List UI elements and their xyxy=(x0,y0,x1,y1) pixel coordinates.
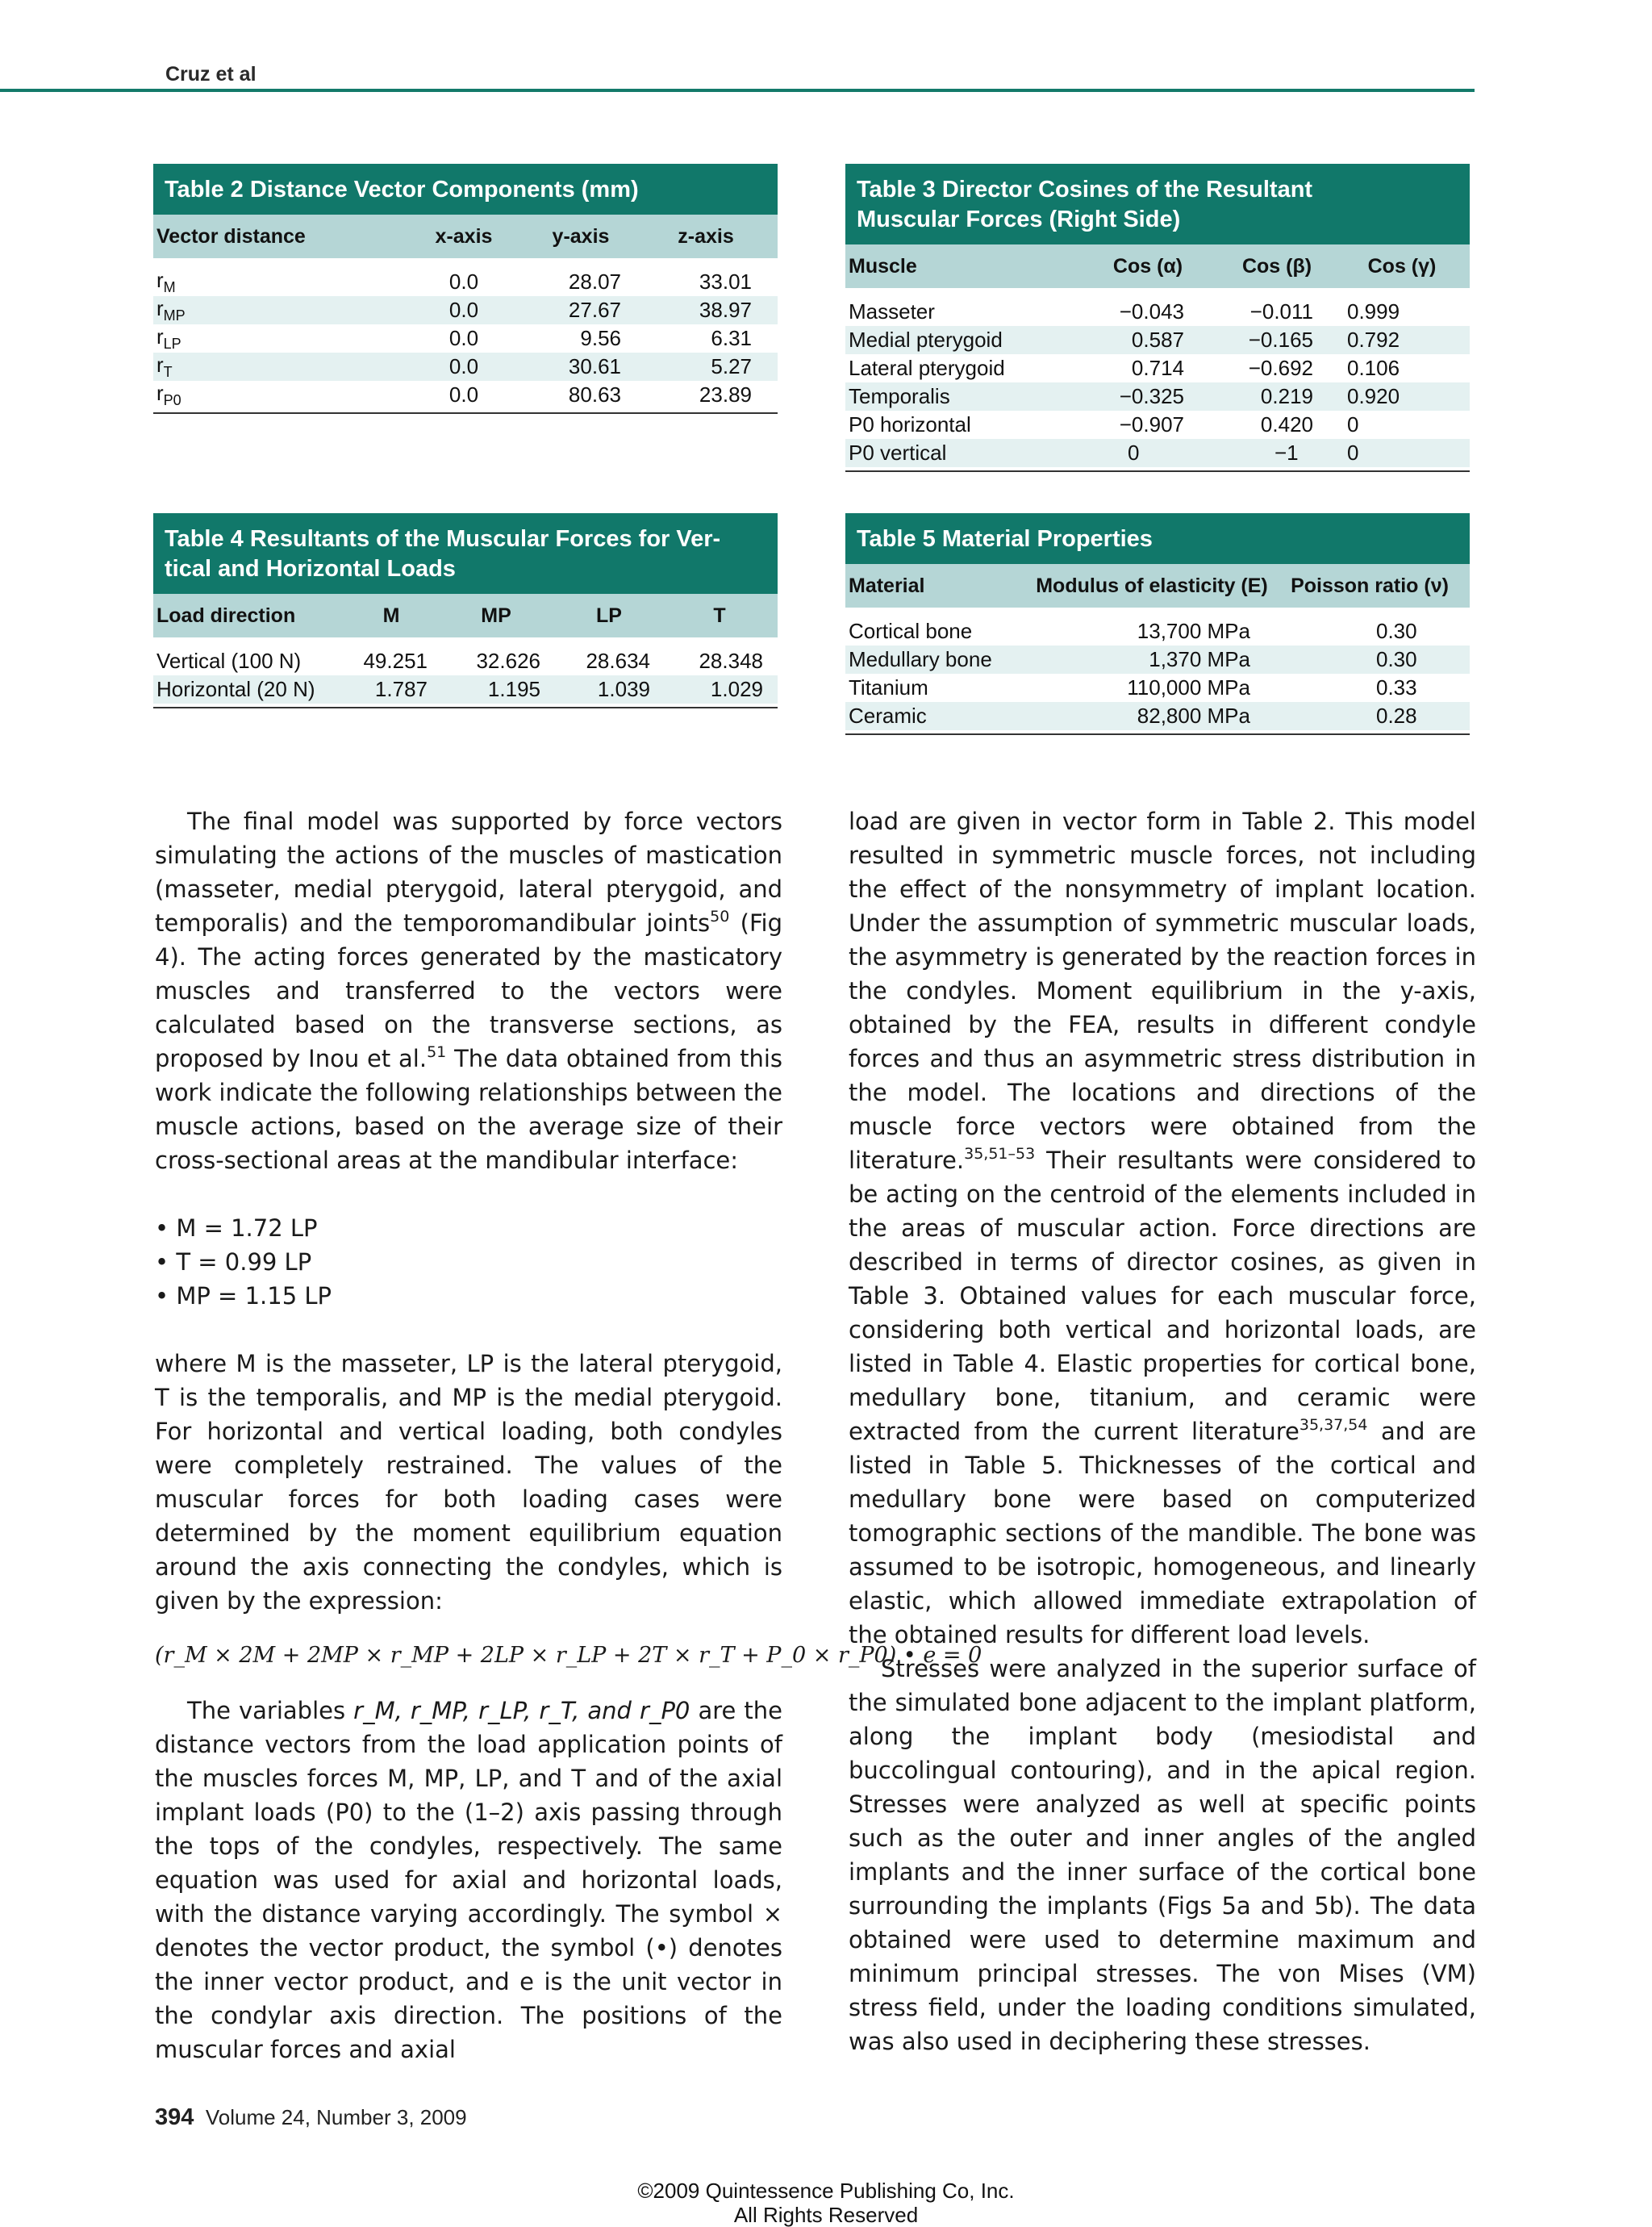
left-paragraph-1 xyxy=(155,804,782,1177)
table-3-cell-muscle: Masseter xyxy=(849,299,935,324)
table-2-cell-label xyxy=(153,324,411,353)
table-2-cell-y: 28.07 xyxy=(568,269,621,294)
table-2-cell-label xyxy=(153,353,411,381)
table-3-cell-gamma: 0.999 xyxy=(1347,299,1400,324)
list-item: • M = 1.72 LP xyxy=(155,1214,318,1242)
table-5-col-modulus: Modulus of elasticity (E) xyxy=(1036,574,1268,597)
vector-subscript: P0 xyxy=(163,392,181,408)
header-rule xyxy=(0,89,1475,92)
table-4-cell-load: Horizontal (20 N) xyxy=(156,677,315,701)
vector-subscript: MP xyxy=(163,307,186,324)
table-4-cell-lp: 28.634 xyxy=(586,649,650,673)
table-2-cell-x: 0.0 xyxy=(448,382,479,407)
table-3-cell-muscle: Medial pterygoid xyxy=(849,328,1003,352)
table-5-cell-modulus: 13,700 MPa xyxy=(1137,619,1250,643)
table-5-cell-material: Ceramic xyxy=(849,704,927,728)
text-run: are the distance vectors from the load application points of the muscles forces M, MP, LP, and T and of the axial implant loads (P0) to the (1–2) axis passing through the tops of the condyles, respectively. The same equation was used for axial and horizontal loads, with the distance varying accordingly. The symbol × denotes the vector product, the symbol (•) denotes the inner vector product, and e is the unit vector in the condylar axis direction. The positions of the muscular forces and axial xyxy=(155,1697,782,2063)
table-3-cell-muscle: Lateral pterygoid xyxy=(849,356,1005,380)
moment-equation: (r_M × 2M + 2MP × r_MP + 2LP × r_LP + 2T × r_T + P_0 × r_P0) • e = 0 xyxy=(155,1643,982,1668)
table-5-cell-modulus: 82,800 MPa xyxy=(1137,704,1250,728)
table-4-cell-t: 28.348 xyxy=(699,649,763,673)
table-3-col-muscle: Muscle xyxy=(849,254,917,278)
table-3-title-line-2: Muscular Forces (Right Side) xyxy=(857,207,1181,232)
table-row xyxy=(153,353,778,381)
vector-symbol: r xyxy=(156,268,164,292)
table-5-cell-modulus: 1,370 MPa xyxy=(1149,647,1250,671)
left-paragraph-3 xyxy=(155,1694,782,2066)
table-5-cell-poisson: 0.28 xyxy=(1376,704,1417,728)
folio xyxy=(155,2104,467,2131)
table-row xyxy=(153,381,778,409)
table-3-col-cos-alpha: Cos (α) xyxy=(1112,254,1183,278)
table-4-title-line-1: Table 4 Resultants of the Muscular Forces for Ver- xyxy=(165,526,721,552)
table-4-col-load: Load direction xyxy=(156,604,296,627)
table-3-cell-alpha: −0.907 xyxy=(1119,412,1184,437)
copyright xyxy=(0,2179,1652,2227)
table-5-cell-poisson: 0.30 xyxy=(1376,647,1417,671)
table-3-body xyxy=(845,288,1470,472)
table-3-col-cos-gamma: Cos (γ) xyxy=(1367,254,1437,278)
table-3-cell-gamma: 0 xyxy=(1347,412,1359,437)
table-4-cell-m: 1.787 xyxy=(374,677,428,701)
table-row xyxy=(845,674,1470,702)
page-number: 394 xyxy=(155,2104,194,2130)
right-paragraph-2: Stresses were analyzed in the superior surface of the simulated bone adjacent to the implant platform, along the implant body (mesiodistal and buccolingual contouring), and in the apical region. Stresses were analyzed as well at specific points such as the outer and inner angles of the angled implants and the inner surface of the cortical bone surrounding the implants (Figs 5a and 5b). The data obtained were used to determine maximum and minimum principal stresses. The von Mises (VM) stress field, under the loading conditions simulated, was also used in deciphering these stresses. xyxy=(849,1655,1476,2055)
table-3-cell-beta: −1 xyxy=(1274,441,1299,465)
table-3-cell-beta: 0.420 xyxy=(1260,412,1313,437)
table-3-cell-gamma: 0.792 xyxy=(1347,328,1400,352)
table-3-cell-muscle: Temporalis xyxy=(849,384,950,408)
table-2-cell-z: 5.27 xyxy=(711,354,752,378)
table-4-col-lp: LP xyxy=(596,604,622,627)
table-5-cell-poisson: 0.30 xyxy=(1376,619,1417,643)
table-2-cell-label xyxy=(153,268,411,296)
table-2-col-x: x-axis xyxy=(435,224,493,248)
table-2-body xyxy=(153,258,778,414)
table-2-cell-z: 33.01 xyxy=(699,269,752,294)
table-3-header xyxy=(845,244,1470,288)
table-2-col-vector: Vector distance xyxy=(156,224,306,248)
citation: 51 xyxy=(427,1043,447,1061)
table-2-cell-x: 0.0 xyxy=(448,354,479,378)
table-3-cell-muscle: P0 vertical xyxy=(849,441,947,465)
table-3-cell-alpha: 0.714 xyxy=(1131,356,1184,380)
right-paragraph-1 xyxy=(849,804,1476,1652)
table-2 xyxy=(153,164,778,414)
table-2-cell-z: 23.89 xyxy=(699,382,752,407)
table-2-col-z: z-axis xyxy=(678,224,734,248)
list-item: • T = 0.99 LP xyxy=(155,1248,312,1276)
left-paragraph-2: where M is the masseter, LP is the lateral pterygoid, T is the temporalis, and MP is the medial pterygoid. For horizontal and vertical loading, both condyles were completely restrained. The values of the muscular forces for both loading cases were determined by the moment equilibrium equation around the axis connecting the condyles, which is given by the expression: xyxy=(155,1350,782,1615)
table-3-cell-beta: −0.011 xyxy=(1249,299,1313,324)
text-run: Their resultants were considered to be acting on the centroid of the elements included in the areas of muscular action. Force directions are described in terms of director cosines, as given in Table 3. Obtained values for each muscular force, considering both vertical and horizontal loads, are listed in Table 4. Elastic properties for cortical bone, medullary bone, titanium, and ceramic were extracted from the current literature xyxy=(849,1147,1476,1445)
citation: 35,51–53 xyxy=(964,1145,1036,1163)
ratio-list xyxy=(155,1211,782,1313)
table-5-title: Table 5 Material Properties xyxy=(845,513,1470,564)
table-row xyxy=(845,617,1470,646)
text-run: and are listed in Table 5. Thicknesses of the cortical and medullary bone were based on computerized tomographic sections of the mandible. The bone was assumed to be isotropic, homogeneous, and linearly elastic, which allowed immediate extrapolation of the obtained results for different load levels. xyxy=(849,1418,1476,1648)
table-row xyxy=(153,675,778,704)
table-4-cell-load: Vertical (100 N) xyxy=(156,649,302,673)
variable-list: r_M, r_MP, r_LP, r_T, and r_P0 xyxy=(353,1697,690,1724)
table-row xyxy=(153,268,778,296)
table-3-title xyxy=(845,164,1470,244)
table-row xyxy=(845,439,1470,467)
table-2-cell-x: 0.0 xyxy=(448,269,479,294)
table-2-cell-z: 38.97 xyxy=(699,298,752,322)
text-run: The final model was supported by force vectors simulating the actions of the muscles of mastication (masseter, medial pterygoid, lateral pterygoid, and temporalis) and the temporomandibular joints xyxy=(155,808,782,937)
vector-symbol: r xyxy=(156,296,164,320)
table-5-cell-modulus: 110,000 MPa xyxy=(1127,675,1250,700)
table-2-header xyxy=(153,215,778,258)
vector-subscript: T xyxy=(163,364,173,380)
text-run: load are given in vector form in Table 2. This model resulted in symmetric muscle forces, not including the effect of the nonsymmetry of implant location. Under the assumption of symmetric muscular loads, the asymmetry is generated by the reaction forces in the condyles. Moment equilibrium in the y-axis, obtained by the FEA, results in different condyle forces and thus an asymmetric stress distribution in the model. The locations and directions of the muscle force vectors were obtained from the literature. xyxy=(849,808,1476,1174)
table-3-col-cos-beta: Cos (β) xyxy=(1241,254,1312,278)
table-4-col-mp: MP xyxy=(481,604,511,627)
table-4-col-m: M xyxy=(382,604,400,627)
vector-subscript: LP xyxy=(163,336,181,352)
table-4-cell-t: 1.029 xyxy=(710,677,763,701)
table-3-cell-alpha: −0.325 xyxy=(1119,384,1184,408)
table-4-cell-mp: 32.626 xyxy=(476,649,540,673)
table-2-cell-y: 27.67 xyxy=(568,298,621,322)
table-2-cell-y: 30.61 xyxy=(568,354,621,378)
citation: 35,37,54 xyxy=(1299,1416,1368,1434)
issue-info: Volume 24, Number 3, 2009 xyxy=(205,2105,467,2129)
citation: 50 xyxy=(710,908,730,925)
table-row xyxy=(153,647,778,675)
table-4-body xyxy=(153,637,778,708)
table-3-cell-gamma: 0 xyxy=(1347,441,1359,465)
right-column xyxy=(849,804,1476,2058)
running-head: Cruz et al xyxy=(165,63,257,86)
table-3-cell-beta: −0.165 xyxy=(1248,328,1313,352)
table-5-col-poisson: Poisson ratio (ν) xyxy=(1291,574,1449,597)
table-3-cell-muscle: P0 horizontal xyxy=(849,412,971,437)
table-3-cell-beta: 0.219 xyxy=(1260,384,1313,408)
copyright-line-1: ©2009 Quintessence Publishing Co, Inc. xyxy=(637,2179,1015,2203)
table-row xyxy=(845,354,1470,382)
vector-symbol: r xyxy=(156,381,164,405)
table-2-col-y: y-axis xyxy=(552,224,610,248)
table-5-cell-material: Cortical bone xyxy=(849,619,973,643)
table-5-body xyxy=(845,608,1470,735)
table-5-cell-material: Titanium xyxy=(849,675,928,700)
copyright-line-2: All Rights Reserved xyxy=(733,2203,919,2227)
table-3-cell-gamma: 0.920 xyxy=(1347,384,1400,408)
table-4-cell-m: 49.251 xyxy=(363,649,428,673)
list-item: • MP = 1.15 LP xyxy=(155,1282,332,1310)
table-row xyxy=(153,296,778,324)
table-5-cell-material: Medullary bone xyxy=(849,647,992,671)
text-run: (Fig 4). The acting forces generated by the masticatory muscles and transferred to the vectors were calculated based on the transverse sections, as proposed by Inou et al. xyxy=(155,909,782,1072)
vector-subscript: M xyxy=(163,279,176,295)
table-4-cell-mp: 1.195 xyxy=(487,677,540,701)
table-3-cell-gamma: 0.106 xyxy=(1347,356,1400,380)
table-3-cell-alpha: 0.587 xyxy=(1131,328,1184,352)
table-4-title xyxy=(153,513,778,594)
table-3-cell-alpha: −0.043 xyxy=(1119,299,1184,324)
table-row xyxy=(845,411,1470,439)
table-2-cell-z: 6.31 xyxy=(711,326,752,350)
left-column xyxy=(155,804,982,2066)
table-2-cell-label xyxy=(153,296,411,324)
table-5-header xyxy=(845,564,1470,608)
table-4-cell-lp: 1.039 xyxy=(597,677,650,701)
table-2-cell-x: 0.0 xyxy=(448,326,479,350)
table-row xyxy=(845,298,1470,326)
table-4 xyxy=(153,513,778,708)
table-row xyxy=(845,646,1470,674)
table-3-cell-alpha: 0 xyxy=(1128,441,1140,465)
table-2-title: Table 2 Distance Vector Components (mm) xyxy=(153,164,778,215)
table-2-cell-x: 0.0 xyxy=(448,298,479,322)
table-2-cell-label xyxy=(153,381,411,409)
table-5-cell-poisson: 0.33 xyxy=(1376,675,1417,700)
table-3-title-line-1: Table 3 Director Cosines of the Resultant xyxy=(857,177,1313,203)
table-row xyxy=(845,382,1470,411)
text-run: The data obtained from this work indicate the following relationships between the muscle actions, based on the average size of their cross-sectional areas at the mandibular interface: xyxy=(155,1045,782,1174)
text-run: The variables xyxy=(187,1697,354,1724)
table-3-cell-beta: −0.692 xyxy=(1248,356,1313,380)
vector-symbol: r xyxy=(156,353,164,377)
table-4-header xyxy=(153,594,778,637)
table-2-cell-y: 80.63 xyxy=(568,382,621,407)
table-row xyxy=(845,326,1470,354)
table-row xyxy=(153,324,778,353)
table-5-col-material: Material xyxy=(849,574,925,597)
table-2-cell-y: 9.56 xyxy=(580,326,621,350)
table-5 xyxy=(845,513,1470,735)
table-3 xyxy=(845,164,1470,472)
vector-symbol: r xyxy=(156,324,164,349)
table-4-title-line-2: tical and Horizontal Loads xyxy=(165,556,456,582)
table-4-col-t: T xyxy=(713,604,726,627)
table-row xyxy=(845,702,1470,730)
